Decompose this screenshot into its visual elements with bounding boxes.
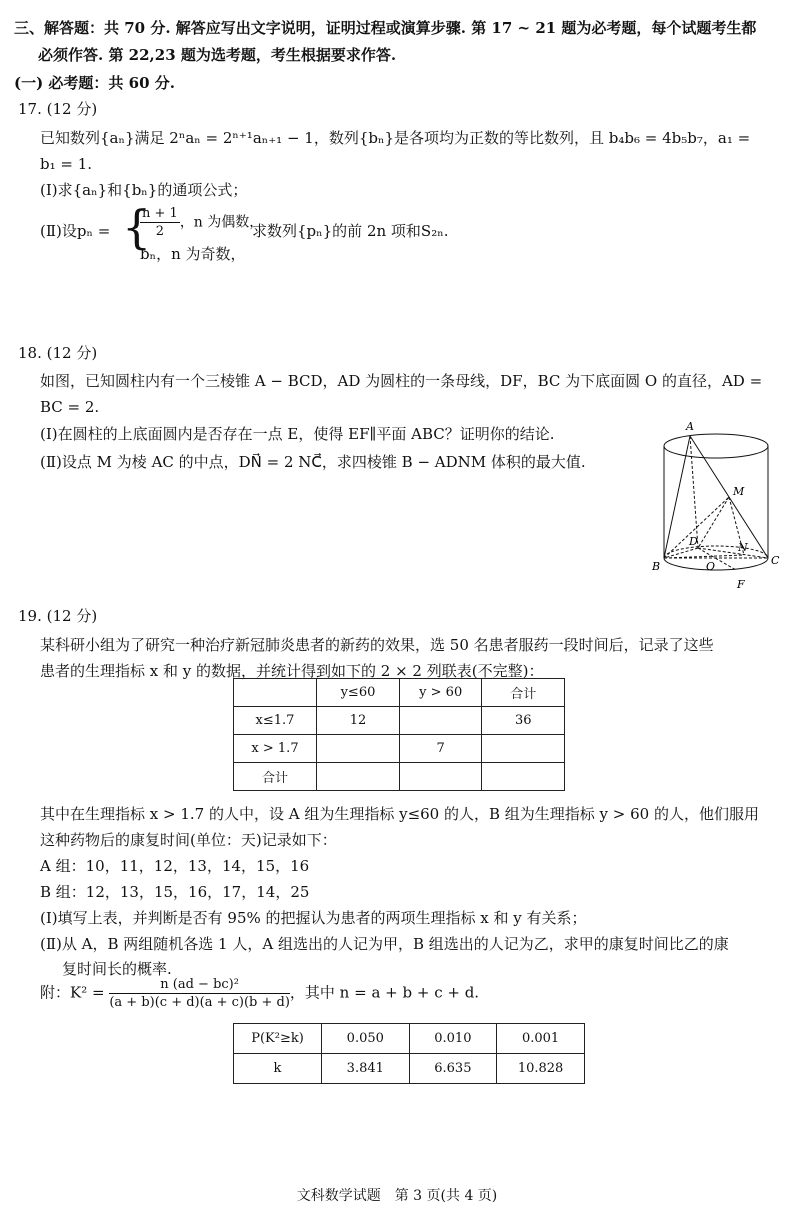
q18-part2: (Ⅱ)设点 M 为棱 AC 的中点，DN⃗ = 2 NC⃗，求四棱锥 B − ADNM 体积的最大值. (40, 453, 586, 471)
label-O: O (706, 560, 716, 573)
table-cell (482, 735, 565, 763)
table-cell: 0.001 (497, 1024, 585, 1054)
table-header-cell: 合计 (482, 679, 565, 707)
formula-prefix: 附：K² = (40, 983, 105, 1002)
formula-numerator: n (ad − bc)² (109, 976, 290, 994)
table-cell: 合计 (234, 763, 317, 791)
q17-case2: bₙ，n 为奇数， (140, 245, 246, 263)
q19-stem-line2: 患者的生理指标 x 和 y 的数据，并统计得到如下的 2 × 2 列联表(不完整)： (40, 662, 544, 680)
table-header-cell (234, 679, 317, 707)
q19-title: 19. (12 分) (18, 607, 98, 625)
table-cell: 0.010 (409, 1024, 497, 1054)
q18-stem-line2: BC = 2. (40, 398, 100, 416)
label-N: N (738, 541, 748, 554)
table-cell (399, 763, 482, 791)
q17-part2-suffix: 求数列{pₙ}的前 2n 项和S₂ₙ. (252, 222, 449, 240)
q19-group-a: A 组：10，11，12，13，14，15，16 (40, 857, 310, 875)
critical-value-table (233, 1023, 585, 1084)
table-row (234, 1054, 585, 1084)
table-cell: 0.050 (322, 1024, 410, 1054)
case1-text: ，n 为偶数， (179, 214, 264, 231)
q17-title: 17. (12 分) (18, 100, 98, 118)
q19-stem-line1: 某科研小组为了研究一种治疗新冠肺炎患者的新药的效果，选 50 名患者服药一段时间后，记录了这些 (40, 636, 714, 654)
table-row (234, 707, 565, 735)
q17-stem-line1: 已知数列{aₙ}满足 2ⁿaₙ = 2ⁿ⁺¹aₙ₊₁ − 1，数列{bₙ}是各项均为正数的等比数列，且 b₄b₆ = 4b₅b₇，a₁ = (40, 129, 751, 147)
table-header-cell: y > 60 (399, 679, 482, 707)
table-header-cell: y≤60 (317, 679, 400, 707)
label-M: M (733, 485, 745, 498)
table-cell: 7 (399, 735, 482, 763)
label-A: A (686, 420, 694, 433)
piecewise-brace: { (122, 200, 152, 254)
q19-text-line2: 这种药物后的康复时间(单位：天)记录如下： (40, 831, 337, 849)
q18-stem-line1: 如图，已知圆柱内有一个三棱锥 A − BCD，AD 为圆柱的一条母线，DF，BC 为下底面圆 O 的直径，AD = (40, 372, 763, 390)
q17-part1: (Ⅰ)求{aₙ}和{bₙ}的通项公式； (40, 181, 248, 199)
table-cell: 12 (317, 707, 400, 735)
table-cell: 3.841 (322, 1054, 410, 1084)
q17-part2-prefix: (Ⅱ)设pₙ = (40, 222, 111, 240)
q18-title: 18. (12 分) (18, 344, 98, 362)
label-C: C (771, 554, 780, 567)
q19-part2-line1: (Ⅱ)从 A，B 两组随机各选 1 人，A 组选出的人记为甲，B 组选出的人记为乙，求甲的康复时间比乙的康 (40, 935, 729, 953)
q19-group-b: B 组：12，13，15，16，17，14，25 (40, 883, 310, 901)
section-header-line1: 三、解答题：共 70 分. 解答应写出文字说明，证明过程或演算步骤. 第 17 ~ 21 题为必考题，每个试题考生都 (14, 19, 757, 37)
table-cell (317, 763, 400, 791)
table-cell: 10.828 (497, 1054, 585, 1084)
table-cell (399, 707, 482, 735)
formula-suffix: ，其中 n = a + b + c + d. (289, 983, 480, 1002)
page-footer: 文科数学试题 第 3 页(共 4 页) (296, 1188, 498, 1204)
q19-part1: (Ⅰ)填写上表，并判断是否有 95% 的把握认为患者的两项生理指标 x 和 y 有关系； (40, 909, 587, 927)
q19-text-line1: 其中在生理指标 x > 1.7 的人中，设 A 组为生理指标 y≤60 的人，B 组为生理指标 y > 60 的人，他们服用 (40, 805, 759, 823)
cylinder-pyramid-figure (640, 418, 790, 596)
table-cell: 36 (482, 707, 565, 735)
table-row (234, 735, 565, 763)
table-cell: 6.635 (409, 1054, 497, 1084)
section-subheader: (一) 必考题：共 60 分. (14, 74, 175, 92)
table-cell: x > 1.7 (234, 735, 317, 763)
section-header-line2: 必须作答. 第 22,23 题为选考题，考生根据要求作答. (38, 46, 397, 64)
case1-numerator: n + 1 (142, 206, 178, 221)
q17-stem-line2: b₁ = 1. (40, 155, 93, 173)
label-F: F (737, 578, 745, 591)
k-squared-formula (40, 976, 479, 1011)
formula-denominator: (a + b)(c + d)(a + c)(b + d) (109, 995, 290, 1010)
table-cell (482, 763, 565, 791)
contingency-table (233, 678, 565, 791)
q19-part2-line2: 复时间长的概率. (62, 960, 172, 978)
table-row (234, 1024, 585, 1054)
q17-case1 (140, 205, 263, 240)
table-cell: k (234, 1054, 322, 1084)
table-header-row (234, 679, 565, 707)
table-cell (317, 735, 400, 763)
label-D: D (689, 535, 698, 548)
table-cell: x≤1.7 (234, 707, 317, 735)
table-cell: P(K²≥k) (234, 1024, 322, 1054)
label-B: B (652, 560, 661, 573)
table-row (234, 763, 565, 791)
case1-denominator: 2 (155, 224, 165, 239)
q18-part1: (Ⅰ)在圆柱的上底面圆内是否存在一点 E，使得 EF∥平面 ABC？证明你的结论. (40, 425, 555, 443)
